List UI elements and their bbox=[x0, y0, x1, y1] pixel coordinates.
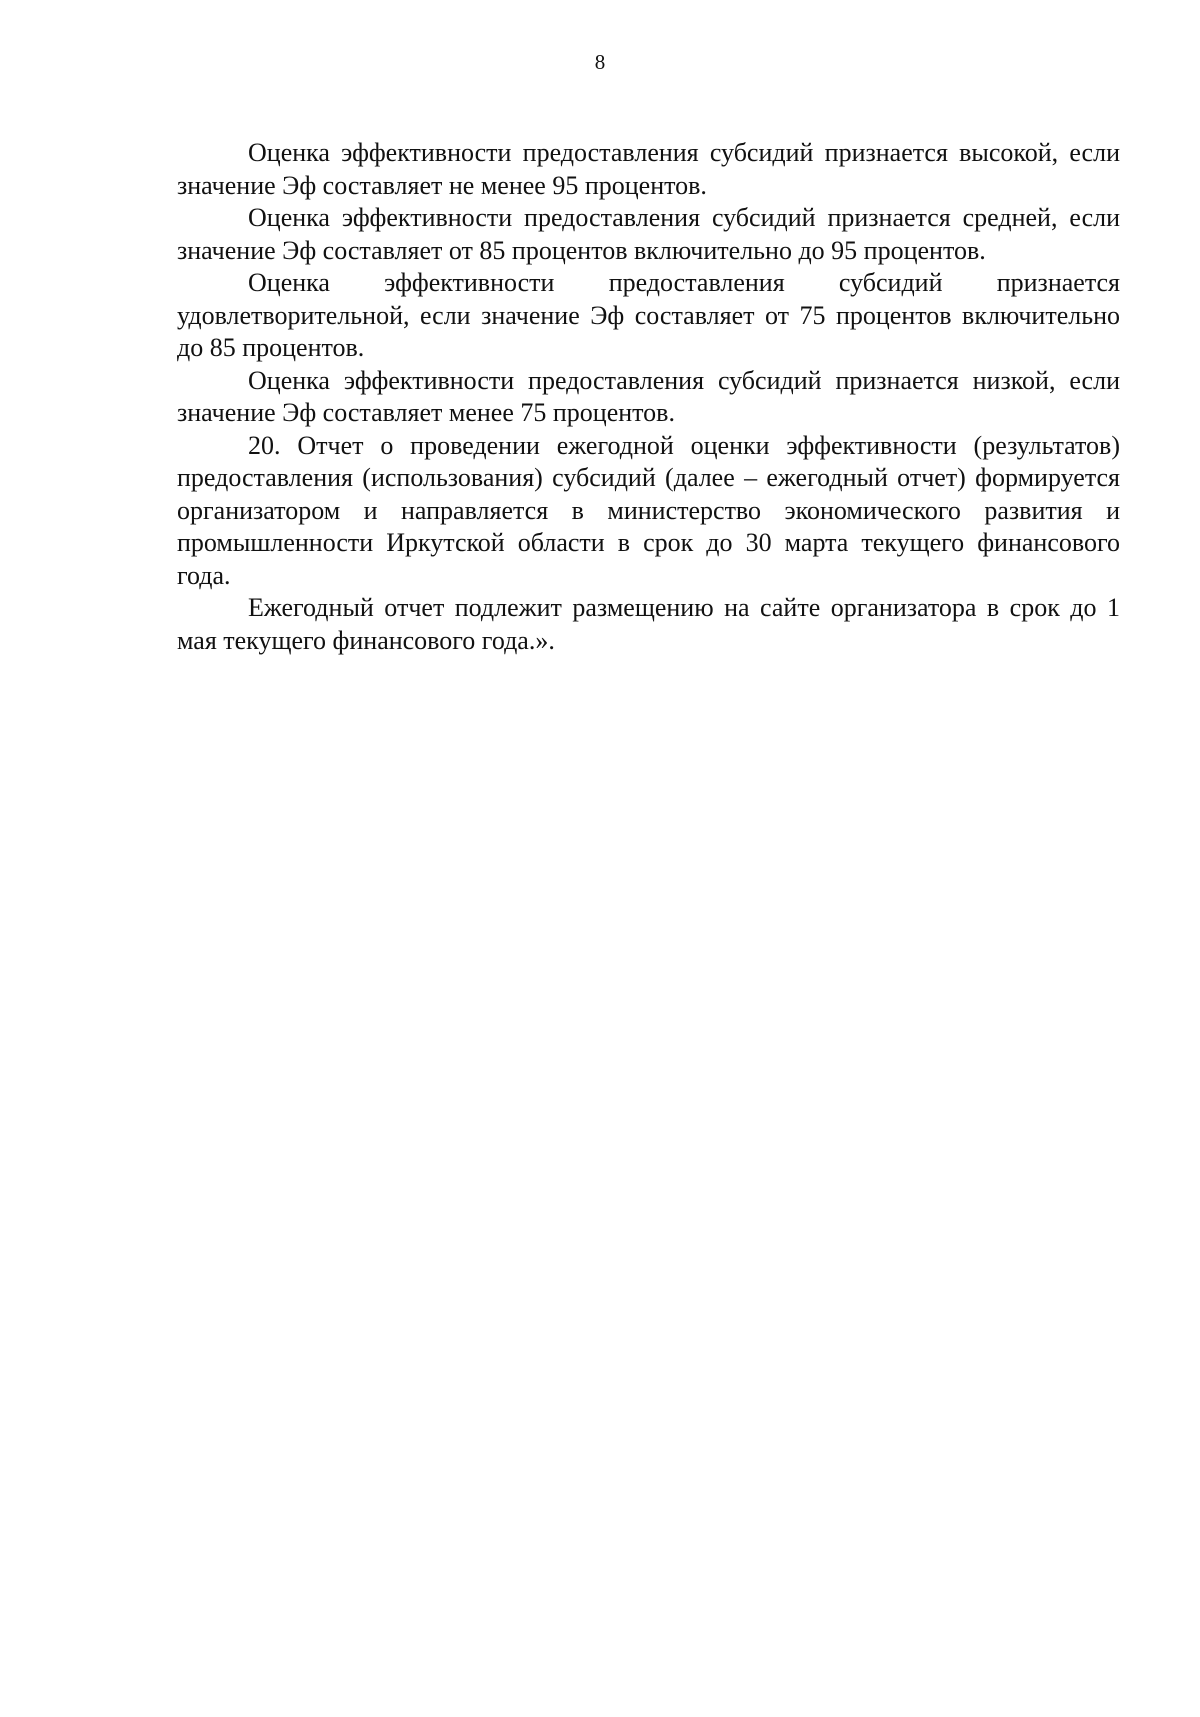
page-number: 8 bbox=[594, 50, 606, 74]
paragraph-low-rating: Оценка эффективности предоставления субсидий признается низкой, если значение Эф составляет менее 75 процентов. bbox=[177, 365, 1120, 427]
paragraph-medium-rating: Оценка эффективности предоставления субсидий признается средней, если значение Эф составляет от 85 процентов включительно до 95 процентов. bbox=[177, 203, 1120, 265]
paragraph-report-publication: Ежегодный отчет подлежит размещению на сайте организатора в срок до 1 мая текущего финансового года.». bbox=[177, 593, 1120, 655]
paragraph-annual-report: 20. Отчет о проведении ежегодной оценки эффективности (результатов) предоставления (использования) субсидий (далее – ежегодный отчет) формируется организатором и направляется в министерство экономического развития и промышленности Иркутской области в срок до 30 марта текущего финансового года. bbox=[177, 430, 1120, 590]
paragraph-satisfactory-rating: Оценка эффективности предоставления субсидий признается удовлетворительной, если значение Эф составляет от 75 процентов включительно до 85 процентов. bbox=[177, 268, 1120, 362]
document-body bbox=[177, 137, 1120, 657]
paragraph-high-rating: Оценка эффективности предоставления субсидий признается высокой, если значение Эф составляет не менее 95 процентов. bbox=[177, 138, 1120, 200]
